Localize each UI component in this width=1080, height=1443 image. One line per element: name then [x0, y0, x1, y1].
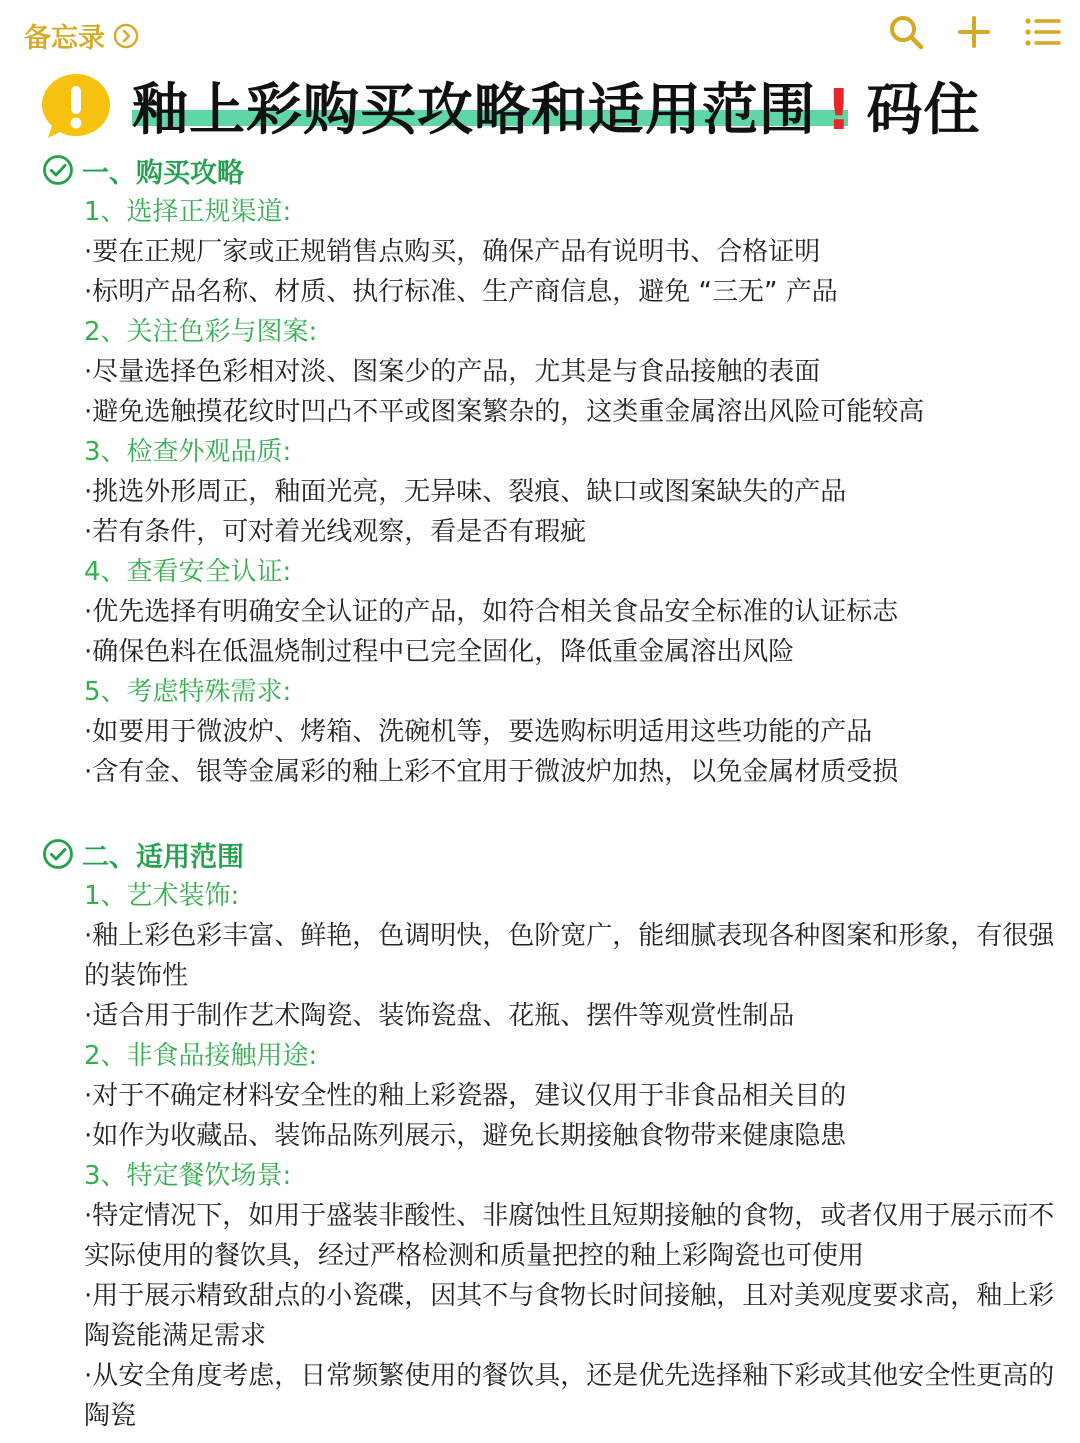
list-item: ·对于不确定材料安全性的釉上彩瓷器，建议仅用于非食品相关目的 — [84, 1081, 847, 1111]
list-item: ·釉上彩色彩丰富、鲜艳，色调明快，色阶宽广，能细腻表现各种图案和形象，有很强的装饰性 — [84, 921, 1055, 991]
list-item: ·从安全角度考虑，日常频繁使用的餐饮具，还是优先选择釉下彩或其他安全性更高的陶瓷 — [84, 1361, 1055, 1431]
group-label: 4、查看安全认证: — [84, 557, 292, 587]
group-label: 1、艺术装饰: — [84, 881, 240, 911]
check-circle-icon — [42, 154, 74, 186]
page-title — [132, 66, 981, 146]
group-label: 3、特定餐饮场景: — [84, 1161, 292, 1191]
exclamation-bubble-icon — [40, 70, 112, 142]
top-bar — [0, 0, 1080, 70]
group-label: 1、选择正规渠道: — [84, 197, 292, 227]
list-item: ·挑选外形周正，釉面光亮，无异味、裂痕、缺口或图案缺失的产品 — [84, 477, 847, 507]
list-item: ·确保色料在低温烧制过程中已完全固化，降低重金属溶出风险 — [84, 637, 795, 667]
group-label: 3、检查外观品质: — [84, 437, 292, 467]
list-item: ·标明产品名称、材质、执行标准、生产商信息，避免 “三无” 产品 — [84, 277, 838, 307]
list-item: ·特定情况下，如用于盛装非酸性、非腐蚀性且短期接触的食物，或者仅用于展示而不实际使用的餐饮具，经过严格检测和质量把控的釉上彩陶瓷也可使用 — [84, 1201, 1055, 1271]
title-row — [40, 66, 1070, 146]
title-exclamation: ! — [826, 78, 853, 143]
list-item: ·避免选触摸花纹时凹凸不平或图案繁杂的，这类重金属溶出风险可能较高 — [84, 397, 925, 427]
note-content — [0, 148, 1080, 1436]
search-icon[interactable] — [886, 12, 926, 52]
section-spacer — [0, 792, 1080, 832]
add-icon[interactable] — [954, 12, 994, 52]
check-circle-icon — [42, 838, 74, 870]
list-item: ·优先选择有明确安全认证的产品，如符合相关食品安全标准的认证标志 — [84, 597, 899, 627]
list-item: ·尽量选择色彩相对淡、图案少的产品，尤其是与食品接触的表面 — [84, 357, 821, 387]
group-label: 2、非食品接触用途: — [84, 1041, 318, 1071]
toolbar — [886, 12, 1062, 52]
list-item: ·用于展示精致甜点的小瓷碟，因其不与食物长时间接触，且对美观度要求高，釉上彩陶瓷能满足需求 — [84, 1281, 1055, 1351]
list-item: ·含有金、银等金属彩的釉上彩不宜用于微波炉加热，以免金属材质受损 — [84, 757, 899, 787]
section-heading: 一、购买攻略 — [42, 148, 1080, 192]
back-button[interactable] — [24, 16, 139, 55]
title-suffix: 码住 — [866, 78, 981, 143]
list-item: ·如要用于微波炉、烤箱、洗碗机等，要选购标明适用这些功能的产品 — [84, 717, 873, 747]
chevron-right-circle-icon — [113, 23, 139, 49]
list-icon[interactable] — [1022, 12, 1062, 52]
app-back-label: 备忘录 — [24, 23, 105, 54]
list-item: ·如作为收藏品、装饰品陈列展示，避免长期接触食物带来健康隐患 — [84, 1121, 847, 1151]
list-item: ·要在正规厂家或正规销售点购买，确保产品有说明书、合格证明 — [84, 237, 821, 267]
list-item: ·若有条件，可对着光线观察，看是否有瑕疵 — [84, 517, 587, 547]
section-heading: 二、适用范围 — [42, 832, 1080, 876]
list-item: ·适合用于制作艺术陶瓷、装饰瓷盘、花瓶、摆件等观赏性制品 — [84, 1001, 795, 1031]
title-main: 釉上彩购买攻略和适用范围 — [132, 78, 816, 143]
group-label: 5、考虑特殊需求: — [84, 677, 292, 707]
group-label: 2、关注色彩与图案: — [84, 317, 318, 347]
